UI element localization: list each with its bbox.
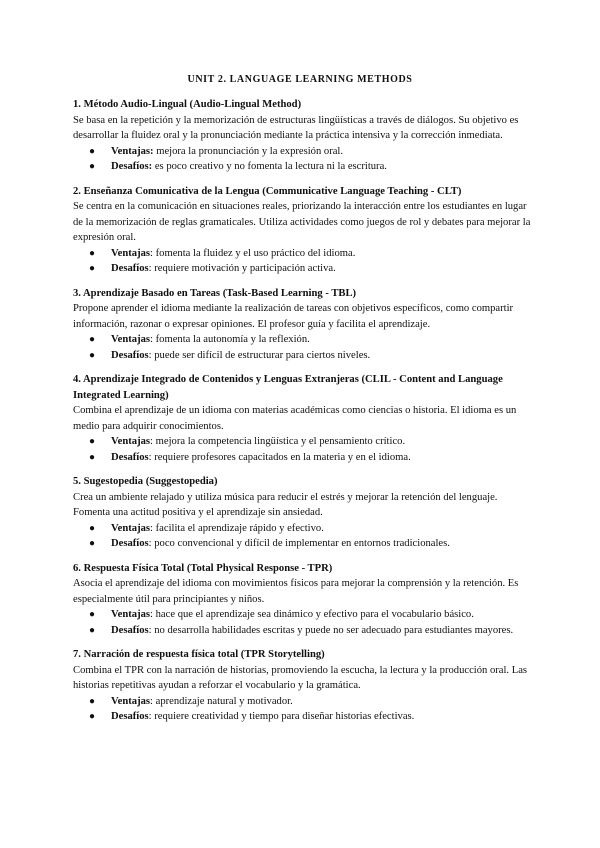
bullet-list bbox=[73, 694, 533, 725]
document-content bbox=[73, 97, 533, 734]
bullet-text: : no desarrolla habilidades escritas y puede no ser adecuado para estudiantes mayores. bbox=[148, 624, 514, 636]
section-4 bbox=[73, 372, 533, 465]
bullet-label: Desafíos bbox=[111, 624, 149, 636]
bullet-item bbox=[73, 623, 533, 639]
bullet-icon: ● bbox=[89, 451, 96, 463]
bullet-icon: ● bbox=[89, 711, 96, 722]
section-heading: 2. Enseñanza Comunicativa de la Lengua (Communicative Language Teaching - CLT) bbox=[73, 185, 462, 197]
bullet-text: : requiere profesores capacitados en la materia y en el idioma. bbox=[148, 451, 411, 463]
bullet-text: es poco creativo y no fomenta la lectura ni la escritura. bbox=[152, 161, 387, 172]
bullet-label: Desafíos bbox=[111, 538, 149, 549]
bullet-icon: ● bbox=[89, 263, 96, 274]
bullet-label: Desafíos: bbox=[111, 161, 153, 172]
bullet-label: Ventajas bbox=[111, 436, 151, 447]
bullet-icon: ● bbox=[89, 624, 96, 636]
section-heading: 7. Narración de respuesta física total (TPR Storytelling) bbox=[73, 649, 325, 660]
bullet-label: Desafíos bbox=[111, 711, 149, 722]
bullet-icon: ● bbox=[89, 538, 96, 549]
bullet-label: Ventajas bbox=[111, 247, 151, 259]
bullet-item bbox=[73, 246, 533, 262]
bullet-icon: ● bbox=[89, 609, 96, 620]
bullet-text: : hace que el aprendizaje sea dinámico y efectivo para el vocabulario básico. bbox=[150, 609, 474, 620]
bullet-item bbox=[73, 607, 533, 623]
bullet-label: Desafíos bbox=[111, 451, 149, 463]
bullet-icon: ● bbox=[89, 436, 96, 447]
section-body: Se centra en la comunicación en situaciones reales, priorizando la interacción entre los estudiantes en lugar de la memorización de reglas gramaticales. Utiliza actividades como juegos de rol y debates para mejorar la expresión oral. bbox=[73, 201, 531, 243]
bullet-icon: ● bbox=[89, 349, 96, 361]
bullet-item bbox=[73, 521, 533, 537]
section-1 bbox=[73, 97, 533, 175]
bullet-text: : puede ser difícil de estructurar para ciertos niveles. bbox=[148, 349, 371, 361]
section-7 bbox=[73, 647, 533, 725]
bullet-label: Ventajas bbox=[111, 609, 151, 620]
bullet-icon: ● bbox=[89, 161, 96, 172]
bullet-item bbox=[73, 450, 533, 466]
bullet-list bbox=[73, 332, 533, 363]
bullet-icon: ● bbox=[89, 145, 96, 157]
section-heading: 4. Aprendizaje Integrado de Contenidos y Lenguas Extranjeras (CLIL - Content and Language Integrated Learning) bbox=[73, 374, 503, 401]
bullet-text: : requiere motivación y participación activa. bbox=[148, 263, 336, 274]
bullet-item bbox=[73, 709, 533, 725]
bullet-text: mejora la pronunciación y la expresión oral. bbox=[153, 145, 344, 157]
bullet-item bbox=[73, 332, 533, 348]
bullet-list bbox=[73, 434, 533, 465]
section-heading: 1. Método Audio-Lingual (Audio-Lingual Method) bbox=[73, 99, 302, 110]
bullet-list bbox=[73, 144, 533, 175]
section-2 bbox=[73, 184, 533, 277]
section-heading: 6. Respuesta Física Total (Total Physical Response - TPR) bbox=[73, 562, 333, 574]
section-body: Propone aprender el idioma mediante la realización de tareas con objetivos específicos, como compartir información, razonar o expresar opiniones. El profesor guía y facilita el aprendizaje. bbox=[73, 303, 514, 330]
bullet-label: Desafíos bbox=[111, 349, 149, 361]
bullet-icon: ● bbox=[89, 334, 96, 345]
bullet-label: Desafíos bbox=[111, 263, 149, 274]
bullet-item bbox=[73, 348, 533, 364]
section-body: Combina el aprendizaje de un idioma con materias académicas como ciencias o historia. El idioma es un medio para adquirir conocimientos. bbox=[73, 405, 517, 432]
bullet-icon: ● bbox=[89, 695, 96, 707]
bullet-list bbox=[73, 246, 533, 277]
bullet-item bbox=[73, 261, 533, 277]
bullet-text: : requiere creatividad y tiempo para diseñar historias efectivas. bbox=[148, 711, 415, 722]
bullet-label: Ventajas bbox=[111, 695, 151, 707]
section-body: Crea un ambiente relajado y utiliza música para reducir el estrés y mejorar la retención del lenguaje. Fomenta una actitud positiva y el aprendizaje sin ansiedad. bbox=[73, 491, 498, 518]
bullet-item bbox=[73, 694, 533, 710]
bullet-item bbox=[73, 434, 533, 450]
bullet-item bbox=[73, 144, 533, 160]
bullet-text: : facilita el aprendizaje rápido y efectivo. bbox=[150, 522, 324, 534]
section-body: Se basa en la repetición y la memorización de estructuras lingüísticas a través de diálogos. Su objetivo es desarrollar la fluidez oral y la pronunciación mediante la práctica intensiva y la corrección inmediata. bbox=[73, 114, 519, 141]
section-body: Asocia el aprendizaje del idioma con movimientos físicos para mejorar la comprensión y la retención. Es especialmente útil para principiantes y niños. bbox=[73, 578, 519, 605]
bullet-label: Ventajas: bbox=[111, 145, 154, 157]
section-6 bbox=[73, 561, 533, 639]
section-heading: 3. Aprendizaje Basado en Tareas (Task-Based Learning - TBL) bbox=[73, 287, 357, 299]
bullet-item bbox=[73, 536, 533, 552]
bullet-list bbox=[73, 607, 533, 638]
page-title: UNIT 2. LANGUAGE LEARNING METHODS bbox=[187, 74, 413, 85]
bullet-list bbox=[73, 521, 533, 552]
bullet-text: : poco convencional y difícil de implementar en entornos tradicionales. bbox=[148, 538, 450, 549]
section-body: Combina el TPR con la narración de historias, promoviendo la escucha, la lectura y la producción oral. Las historias repetitivas ayudan a reforzar el vocabulario y la gramática. bbox=[73, 664, 528, 691]
bullet-label: Ventajas bbox=[111, 522, 151, 534]
bullet-text: : fomenta la fluidez y el uso práctico del idioma. bbox=[150, 247, 356, 259]
bullet-item bbox=[73, 159, 533, 175]
bullet-text: : fomenta la autonomía y la reflexión. bbox=[150, 334, 310, 345]
bullet-icon: ● bbox=[89, 247, 96, 259]
section-heading: 5. Sugestopedia (Suggestopedia) bbox=[73, 476, 218, 487]
section-3 bbox=[73, 286, 533, 364]
bullet-text: : aprendizaje natural y motivador. bbox=[150, 695, 293, 707]
section-5 bbox=[73, 474, 533, 552]
bullet-label: Ventajas bbox=[111, 334, 151, 345]
bullet-icon: ● bbox=[89, 522, 96, 534]
bullet-text: : mejora la competencia lingüística y el pensamiento crítico. bbox=[150, 436, 406, 447]
